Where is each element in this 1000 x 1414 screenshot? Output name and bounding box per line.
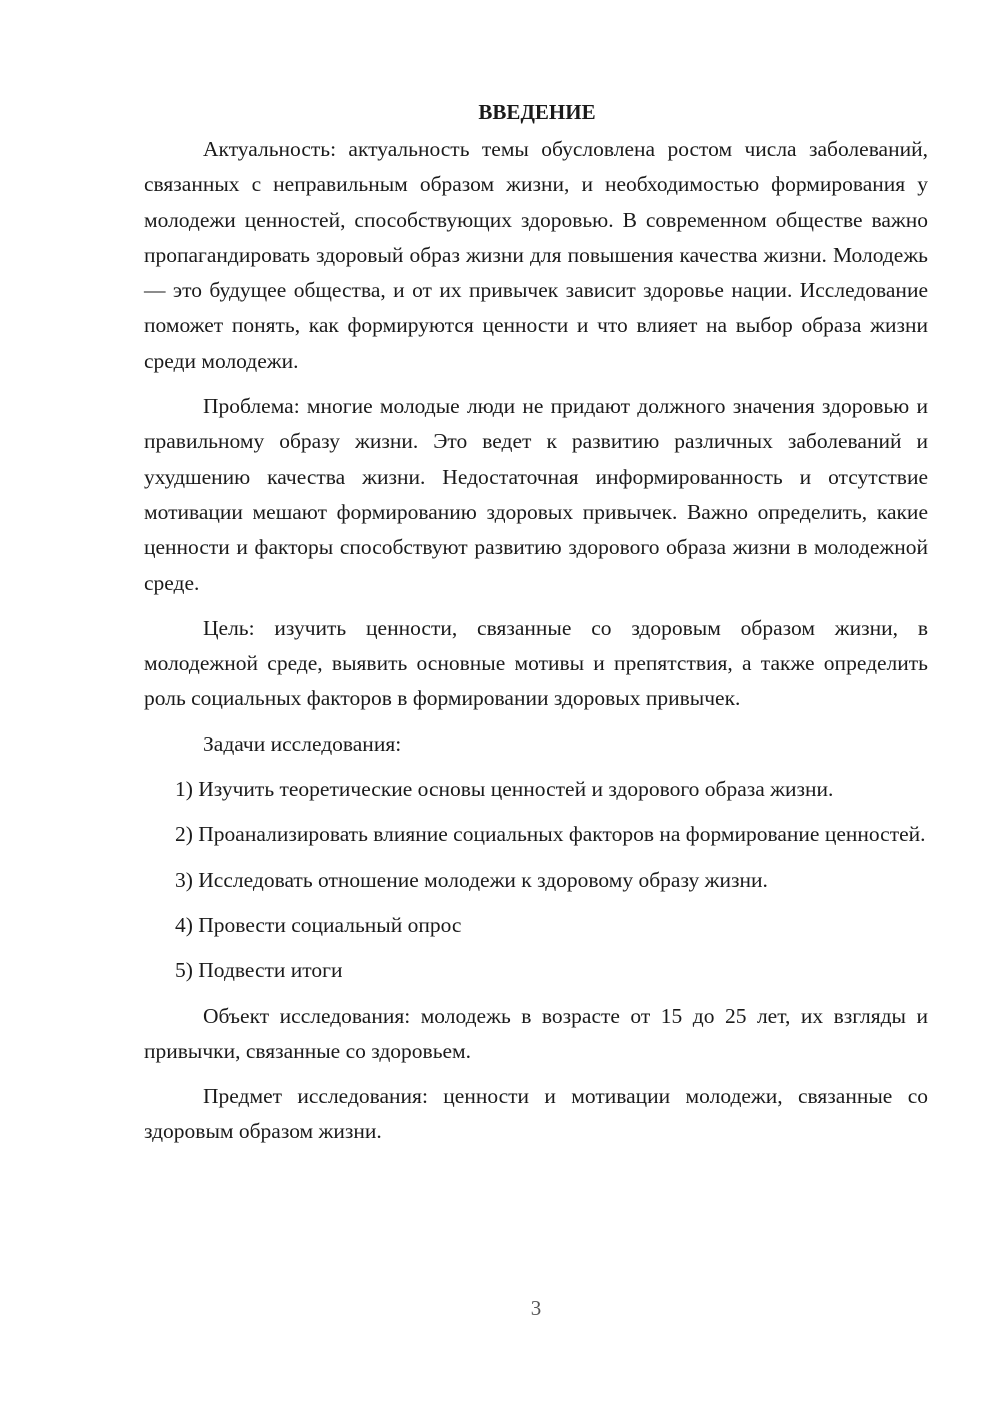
document-page bbox=[144, 95, 928, 1150]
problem-paragraph: Проблема: многие молодые люди не придают должного значения здоровью и правильному образу жизни. Это ведет к развитию различных заболеваний и ухудшению качества жизни. Недостаточная информированность и отсутствие мотивации мешают формированию здоровых привычек. Важно определить, какие ценности и факторы способствуют развитию здорового образа жизни в молодежной среде. bbox=[144, 394, 928, 595]
goal-paragraph: Цель: изучить ценности, связанные со здоровым образом жизни, в молодежной среде, выявить основные мотивы и препятствия, а также определить роль социальных факторов в формировании здоровых привычек. bbox=[144, 615, 928, 711]
subject-paragraph: Предмет исследования: ценности и мотивации молодежи, связанные со здоровым образом жизни. bbox=[144, 1084, 928, 1144]
list-item: 3) Исследовать отношение молодежи к здоровому образу жизни. bbox=[175, 867, 768, 892]
list-item: 5) Подвести итоги bbox=[175, 958, 343, 983]
list-item: 4) Провести социальный опрос bbox=[175, 912, 462, 937]
object-paragraph: Объект исследования: молодежь в возрасте от 15 до 25 лет, их взгляды и привычки, связанные со здоровьем. bbox=[144, 1003, 928, 1063]
list-item: 2) Проанализировать влияние социальных факторов на формирование ценностей. bbox=[175, 822, 926, 847]
tasks-heading: Задачи исследования: bbox=[203, 731, 402, 756]
list-item: 1) Изучить теоретические основы ценностей и здорового образа жизни. bbox=[175, 777, 834, 802]
page-title: ВВЕДЕНИЕ bbox=[478, 100, 596, 124]
page-number: 3 bbox=[530, 1296, 542, 1320]
relevance-paragraph: Актуальность: актуальность темы обусловлена ростом числа заболеваний, связанных с неправильным образом жизни, и необходимостью формирования у молодежи ценностей, способствующих здоровью. В современном обществе важно пропагандировать здоровый образ жизни для повышения качества жизни. Молодежь — это будущее общества, и от их привычек зависит здоровье нации. Исследование поможет понять, как формируются ценности и что влияет на выбор образа жизни среди молодежи. bbox=[144, 137, 928, 373]
